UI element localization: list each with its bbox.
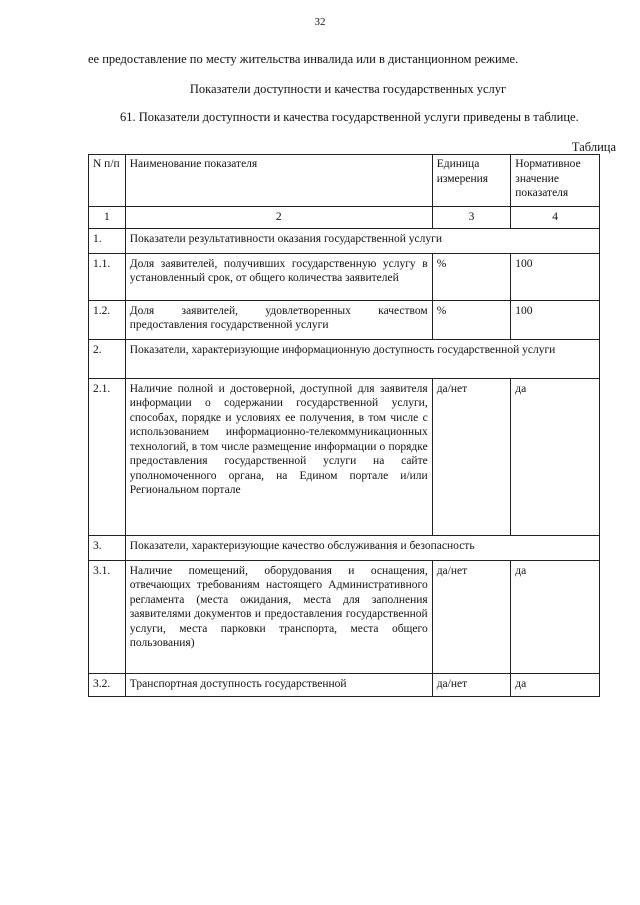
row-num: 1. xyxy=(89,228,126,253)
numbering-row xyxy=(89,207,600,229)
header-name: Наименование показателя xyxy=(125,155,432,207)
row-value: да xyxy=(511,378,600,535)
table-row xyxy=(89,673,600,696)
table-label: Таблица xyxy=(571,140,616,154)
numbering-cell: 1 xyxy=(89,207,126,229)
numbering-cell: 2 xyxy=(125,207,432,229)
row-name: Доля заявителей, удовлетворенных качеством предоставления государственной услуги xyxy=(125,300,432,339)
row-num: 1.2. xyxy=(89,300,126,339)
table-row xyxy=(89,300,600,339)
row-name: Доля заявителей, получивших государственную услугу в установленный срок, от общего количества заявителей xyxy=(125,253,432,300)
row-value: да xyxy=(511,560,600,673)
row-num: 2.1. xyxy=(89,378,126,535)
row-value: 100 xyxy=(511,300,600,339)
row-name: Наличие полной и достоверной, доступной для заявителя информации о содержании государственной услуги, способах, порядке и условиях ее получения, в том числе с использованием информационно-телекоммуникационных технологий, в том числе размещение информации о порядке предоставления государственной услуги на сайте уполномоченного органа, на Едином портале и/или Региональном портале xyxy=(125,378,432,535)
row-section-title: Показатели результативности оказания государственной услуги xyxy=(125,228,599,253)
page-number: 32 xyxy=(314,16,326,28)
row-unit: да/нет xyxy=(432,560,511,673)
header-value: Нормативное значение показателя xyxy=(511,155,600,207)
row-num: 1.1. xyxy=(89,253,126,300)
intro-line: ее предоставление по месту жительства инвалида или в дистанционном режиме. xyxy=(88,52,519,66)
table-row xyxy=(89,535,600,560)
table-row xyxy=(89,339,600,378)
row-unit: да/нет xyxy=(432,378,511,535)
paragraph-61: 61. Показатели доступности и качества государственной услуги приведены в таблице. xyxy=(120,110,579,124)
table-row xyxy=(89,378,600,535)
table-row xyxy=(89,228,600,253)
table-row xyxy=(89,560,600,673)
numbering-cell: 3 xyxy=(432,207,511,229)
numbering-cell: 4 xyxy=(511,207,600,229)
header-num: N п/п xyxy=(89,155,126,207)
row-section-title: Показатели, характеризующие качество обслуживания и безопасность xyxy=(125,535,599,560)
row-num: 3.2. xyxy=(89,673,126,696)
row-value: 100 xyxy=(511,253,600,300)
row-unit: % xyxy=(432,253,511,300)
row-name: Транспортная доступность государственной xyxy=(125,673,432,696)
row-num: 2. xyxy=(89,339,126,378)
row-section-title: Показатели, характеризующие информационную доступность государственной услуги xyxy=(125,339,599,378)
row-num: 3. xyxy=(89,535,126,560)
row-unit: да/нет xyxy=(432,673,511,696)
row-name: Наличие помещений, оборудования и оснащения, отвечающих требованиям настоящего Административного регламента (места ожидания, места для заполнения заявителями документов и предоставления государственной услуги, места парковки транспорта, места общего пользования) xyxy=(125,560,432,673)
row-unit: % xyxy=(432,300,511,339)
section-heading: Показатели доступности и качества государственных услуг xyxy=(189,82,507,96)
header-unit: Единица измерения xyxy=(432,155,511,207)
indicators-table xyxy=(88,154,600,697)
row-value: да xyxy=(511,673,600,696)
table-header-row xyxy=(89,155,600,207)
table-row xyxy=(89,253,600,300)
row-num: 3.1. xyxy=(89,560,126,673)
